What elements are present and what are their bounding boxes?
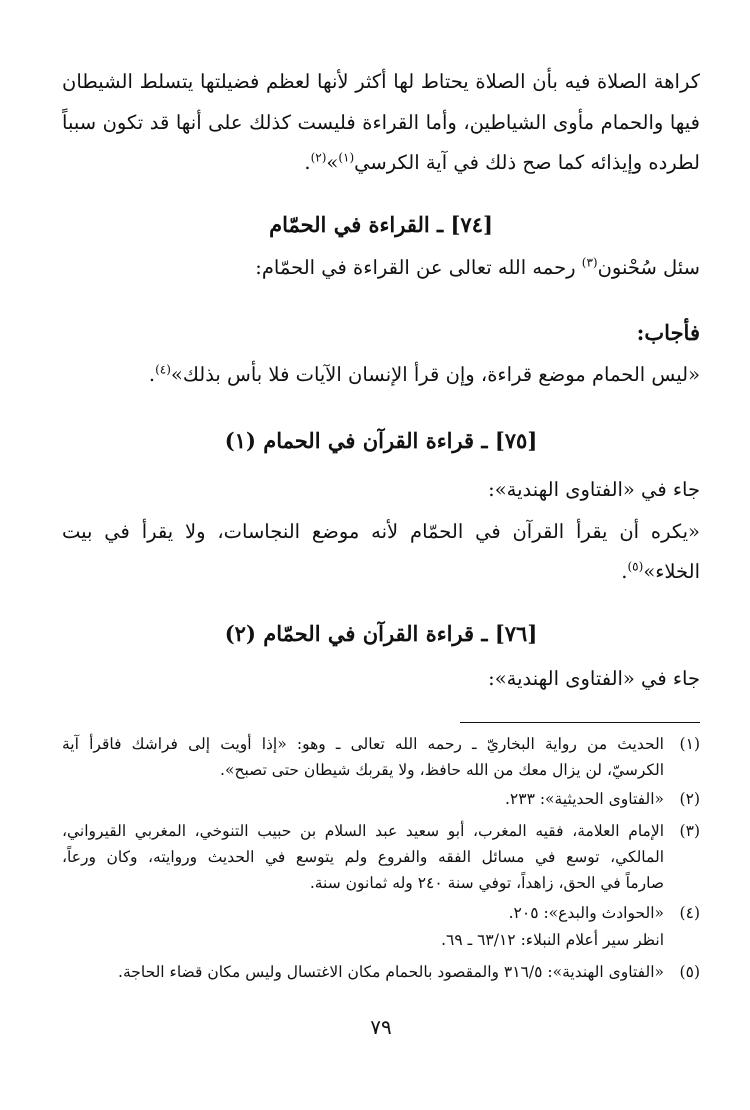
body-line: كراهة الصلاة فيه بأن الصلاة يحتاط لها أكثر لأنها لعظم فضيلتها يتسلط الشيطان <box>62 70 700 93</box>
body-line: «يكره أن يقرأ القرآن في الحمّام لأنه موضع النجاسات، ولا يقرأ في بيت <box>62 520 700 543</box>
footnote-line: المالكي، توسع في مسائل الفقه والفروع ولم يتوسع في الحديث وروايته، وكان ورعاً، <box>62 848 664 866</box>
footnote <box>62 904 700 960</box>
footnote-number: (٣) <box>679 822 700 840</box>
footnote-line: «الفتاوى الحديثية»: ٢٣٣. <box>504 790 664 808</box>
footnote-line: «الفتاوى الهندية»: ٣١٦/٥ والمقصود بالحمام مكان الاغتسال وليس مكان قضاء الحاجة. <box>118 963 664 981</box>
body-line: سئل سُحْنون$^{(٣)}$ رحمه الله تعالى عن القراءة في الحمّام: <box>255 255 700 279</box>
footnote-number: (٢) <box>679 790 700 808</box>
body-line: الخلاء»$^{(٥)}$. <box>621 559 700 583</box>
footnote-ref[interactable]: (٣) <box>581 255 598 270</box>
footnote-number: (٥) <box>679 963 700 981</box>
footnote <box>62 963 700 989</box>
footnote-number: (٤) <box>679 904 700 922</box>
footnote-line: الإمام العلامة، فقيه المغرب، أبو سعيد عبد السلام بن حبيب التنوخي، المغربي القيرواني، <box>62 822 664 840</box>
footnote-line: صارماً في الحق، زاهداً، توفي سنة ٢٤٠ وله ثمانون سنة. <box>309 874 664 892</box>
footnote <box>62 790 700 816</box>
footnote-ref[interactable]: (١) <box>338 150 355 165</box>
body-line: جاء في «الفتاوى الهندية»: <box>488 667 700 690</box>
footnote-line: «الحوادث والبدع»: ٢٠٥. <box>508 904 664 922</box>
footnote-line: انظر سير أعلام النبلاء: ٦٣/١٢ ـ ٦٩. <box>441 931 664 949</box>
footnote-ref[interactable]: (٥) <box>627 559 644 574</box>
body-line: لطرده وإيذائه كما صح ذلك في آية الكرسي$^{(١)}$»$^{(٢)}$. <box>304 150 700 174</box>
page-number: ٧٩ <box>370 1015 392 1039</box>
footnote-ref[interactable]: (٤) <box>155 362 171 377</box>
footnote-divider <box>460 722 700 723</box>
footnote <box>62 735 700 791</box>
footnote <box>62 822 700 902</box>
section-heading: [٧٤] ـ القراءة في الحمّام <box>269 212 493 237</box>
footnote-line: الحديث من رواية البخاريّ ـ رحمه الله تعالى ـ وهو: «إذا أويت إلى فراشك فاقرأ آية <box>62 735 664 753</box>
footnote-number: (١) <box>679 735 700 753</box>
body-line: «ليس الحمام موضع قراءة، وإن قرأ الإنسان الآيات فلا بأس بذلك»$^{(٤)}$. <box>148 362 700 386</box>
footnote-ref[interactable]: (٢) <box>310 150 327 165</box>
body-line: فيها والحمام مأوى الشياطين، وأما القراءة فليست كذلك على أنها قد تكون سبباً <box>62 111 700 134</box>
section-heading: [٧٥] ـ قراءة القرآن في الحمام (١) <box>224 428 538 453</box>
body-line: جاء في «الفتاوى الهندية»: <box>488 478 700 501</box>
footnote-line: الكرسيّ، لن يزال معك من الله حافظ، ولا يقربك شيطان حتى تصبح». <box>220 761 664 779</box>
section-heading: [٧٦] ـ قراءة القرآن في الحمّام (٢) <box>224 621 538 646</box>
book-page <box>62 0 700 1110</box>
answer-label: فأجاب: <box>636 320 700 345</box>
